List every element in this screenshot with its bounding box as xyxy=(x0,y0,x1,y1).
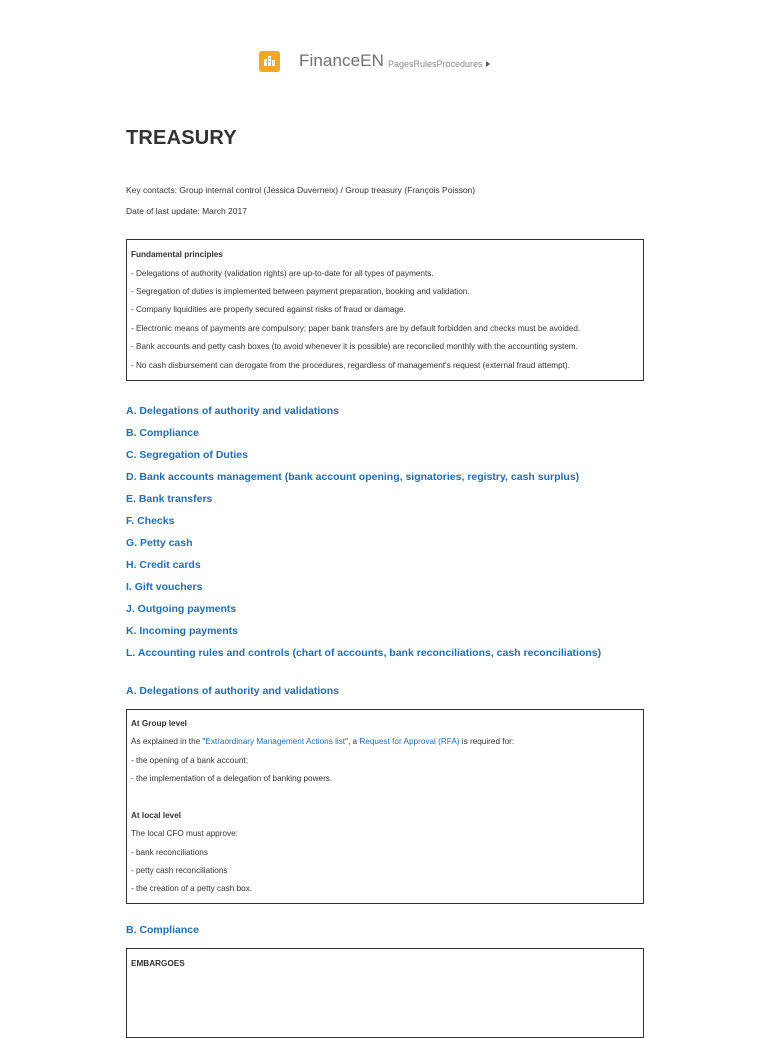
toc-link-accounting-rules[interactable]: L. Accounting rules and controls (chart of accounts, bank reconciliations, cash reconciliations) xyxy=(126,647,602,659)
section-b-heading: B. Compliance xyxy=(126,924,199,936)
toc-link-segregation[interactable]: C. Segregation of Duties xyxy=(126,449,248,461)
toc-link-incoming-payments[interactable]: K. Incoming payments xyxy=(126,625,239,637)
breadcrumb[interactable] xyxy=(388,59,490,69)
principle-item: - Company liquidities are properly secured against risks of fraud or damage. xyxy=(131,305,406,314)
toc-link-gift-vouchers[interactable]: I. Gift vouchers xyxy=(126,581,203,593)
toc-link-credit-cards[interactable]: H. Credit cards xyxy=(126,559,201,571)
local-level-heading: At local level xyxy=(131,811,182,820)
app-name[interactable]: FinanceEN xyxy=(299,51,384,70)
principle-item: - Electronic means of payments are compulsory; paper bank transfers are by default forbidden and checks must be avoided. xyxy=(131,324,581,333)
building-icon[interactable] xyxy=(259,51,280,72)
group-level-intro xyxy=(131,737,514,746)
last-update: Date of last update: March 2017 xyxy=(126,206,247,216)
group-level-heading: At Group level xyxy=(131,719,187,728)
local-item: - the creation of a petty cash box. xyxy=(131,884,253,893)
app-header xyxy=(259,48,490,74)
group-item: - the implementation of a delegation of banking powers. xyxy=(131,774,333,783)
key-contacts: Key contacts: Group internal control (Jessica Duverneix) / Group treasury (François Poisson) xyxy=(126,185,476,195)
toc-link-outgoing-payments[interactable]: J. Outgoing payments xyxy=(126,603,237,615)
rfa-link[interactable]: Request for Approval (RFA) xyxy=(359,737,460,746)
principle-item: - Bank accounts and petty cash boxes (to avoid whenever it is possible) are reconciled monthly with the accounting system. xyxy=(131,342,578,351)
section-a-heading: A. Delegations of authority and validations xyxy=(126,685,339,697)
extraordinary-actions-link[interactable]: Extraordinary Management Actions list xyxy=(205,737,346,746)
breadcrumb-text[interactable]: PagesRulesProcedures xyxy=(388,58,483,69)
local-level-intro: The local CFO must approve: xyxy=(131,829,238,838)
local-item: - petty cash reconciliations xyxy=(131,866,228,875)
group-intro-text: is required for: xyxy=(459,737,515,746)
group-intro-text: ", a xyxy=(345,737,360,746)
group-item: - the opening of a bank account; xyxy=(131,756,248,765)
toc-link-bank-accounts[interactable]: D. Bank accounts management (bank account opening, signatories, registry, cash surplus) xyxy=(126,471,580,483)
caret-right-icon[interactable] xyxy=(486,61,490,67)
page-title: TREASURY xyxy=(126,127,237,149)
group-intro-text: As explained in the " xyxy=(131,737,206,746)
principles-box xyxy=(126,239,644,381)
section-a-box xyxy=(126,709,644,904)
principle-item: - Delegations of authority (validation rights) are up-to-date for all types of payments. xyxy=(131,269,434,278)
principles-heading: Fundamental principles xyxy=(131,250,223,259)
embargoes-heading: EMBARGOES xyxy=(131,959,185,968)
toc-link-compliance[interactable]: B. Compliance xyxy=(126,427,199,439)
toc-link-bank-transfers[interactable]: E. Bank transfers xyxy=(126,493,213,505)
section-b-box xyxy=(126,948,644,1038)
principle-item: - Segregation of duties is implemented between payment preparation, booking and validation. xyxy=(131,287,470,296)
toc-link-checks[interactable]: F. Checks xyxy=(126,515,175,527)
toc-link-delegations[interactable]: A. Delegations of authority and validations xyxy=(126,405,339,417)
toc-link-petty-cash[interactable]: G. Petty cash xyxy=(126,537,193,549)
local-item: - bank reconciliations xyxy=(131,848,208,857)
principle-item: - No cash disbursement can derogate from the procedures, regardless of management's request (external fraud attempt). xyxy=(131,361,570,370)
